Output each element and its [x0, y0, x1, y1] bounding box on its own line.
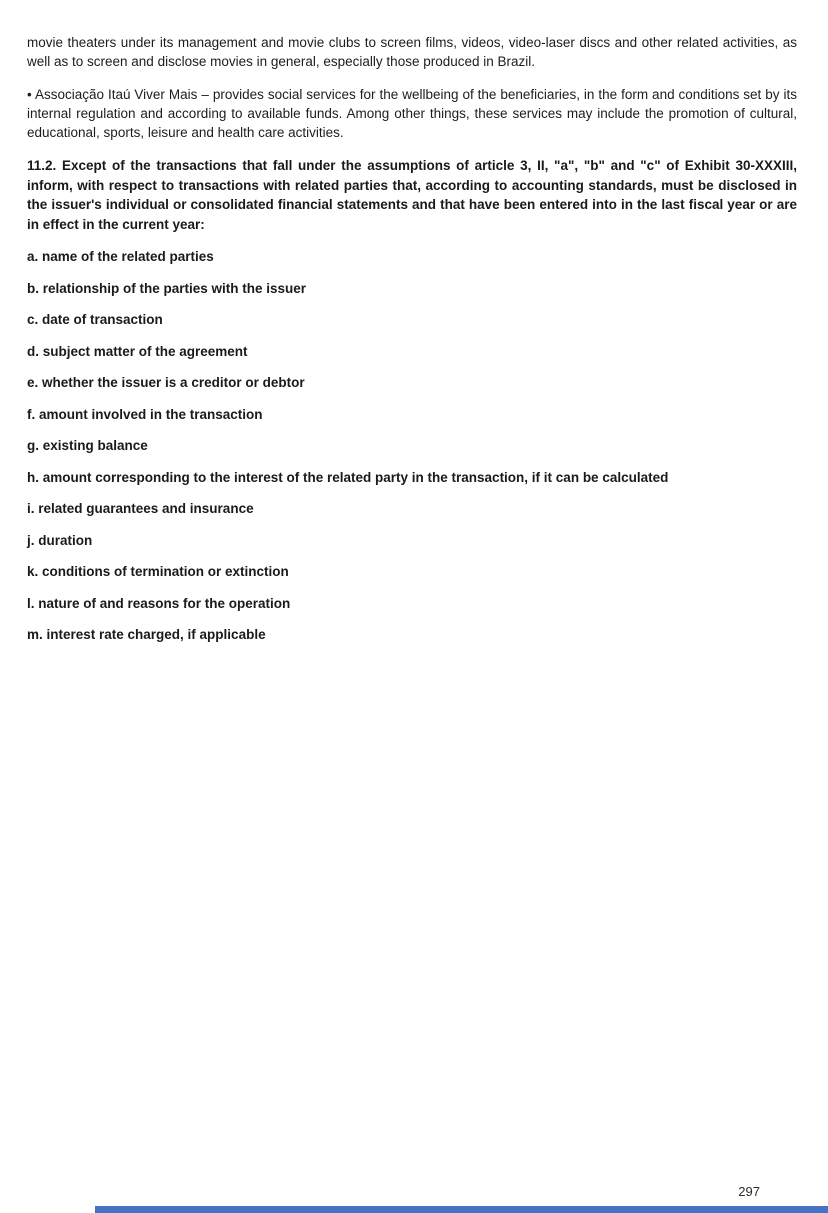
list-item-c: c. date of transaction: [27, 312, 163, 327]
list-item-f: f. amount involved in the transaction: [27, 406, 263, 422]
document-content: [27, 33, 797, 657]
list-item-k: k. conditions of termination or extinction: [27, 564, 289, 579]
paragraph-associacao-itau-viver-mais: • Associação Itaú Viver Mais – provides social services for the wellbeing of the beneficiaries, in the form and conditions set by its internal regulation and according to available funds. Among other things, these services may include the promotion of cultural, educational, sports, leisure and health care activities.: [27, 87, 797, 140]
list-item-d: d. subject matter of the agreement: [27, 343, 248, 359]
list-item-m: m. interest rate charged, if applicable: [27, 627, 266, 642]
paragraph-movie-theaters: movie theaters under its management and movie clubs to screen films, videos, video-laser discs and other related activities, as well as to screen and disclose movies in general, especially those produced in Brazil.: [27, 35, 797, 69]
footer-bar: [95, 1206, 828, 1213]
list-item-j: j. duration: [27, 532, 93, 548]
list-item-g: g. existing balance: [27, 438, 148, 453]
list-item-e: e. whether the issuer is a creditor or debtor: [27, 375, 305, 390]
list-item-h: h. amount corresponding to the interest of the related party in the transaction, if it can be calculated: [27, 469, 669, 485]
list-item-l: l. nature of and reasons for the operation: [27, 595, 291, 611]
list-item-i: i. related guarantees and insurance: [27, 501, 254, 516]
section-heading-11-2: 11.2. Except of the transactions that fall under the assumptions of article 3, II, "a", "b" and "c" of Exhibit 30-XXXIII, inform, with respect to transactions with related parties that, according to accounting standards, must be disclosed in the issuer's individual or consolidated financial statements and that have been entered into in the last fiscal year or are in effect in the current year:: [27, 158, 797, 232]
page-number: 297: [738, 1184, 760, 1199]
list-item-a: a. name of the related parties: [27, 249, 214, 264]
list-item-b: b. relationship of the parties with the issuer: [27, 280, 307, 296]
